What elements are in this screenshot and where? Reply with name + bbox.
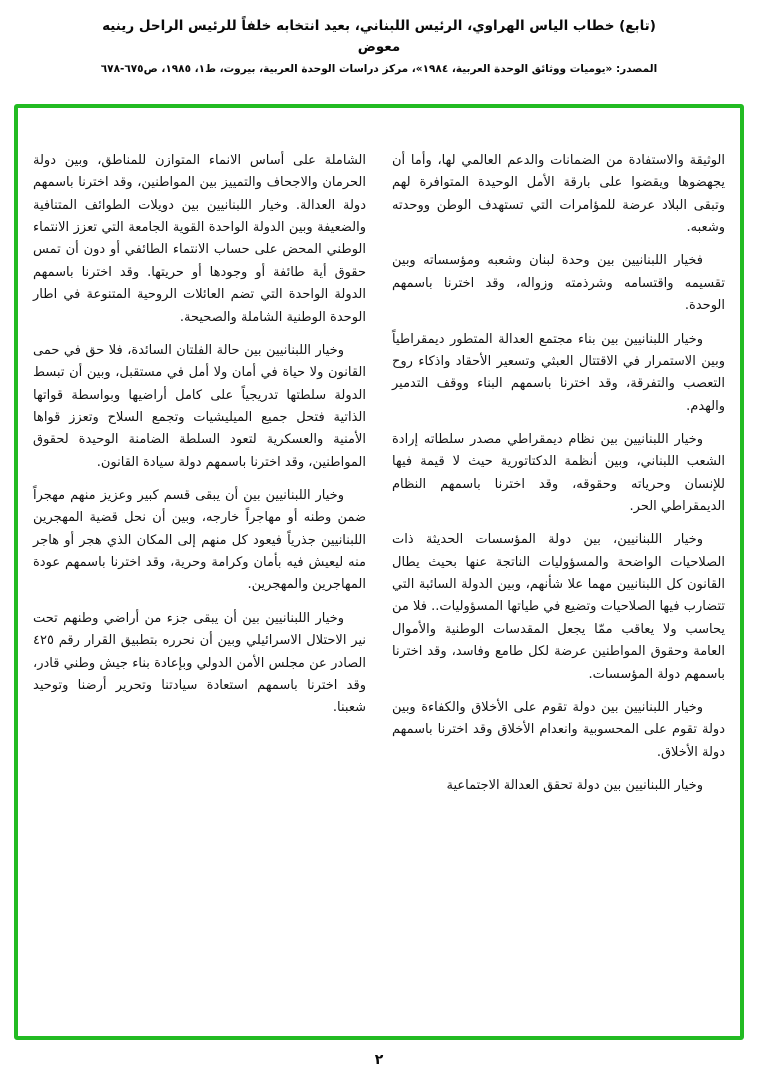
document-title: (تابع) خطاب الياس الهراوي، الرئيس اللبناني، بعيد انتخابه خلفاً للرئيس الراحل رينيه معوض: [102, 18, 656, 55]
paragraph: فخيار اللبنانيين بين وحدة لبنان وشعبه ومؤسساته وبين تقسيمه واقتسامه وشرذمته وزواله، وقد اخترنا باسمهم الوحدة.: [392, 253, 725, 314]
paragraph: وخيار اللبنانيين بين دولة تقوم على الأخلاق والكفاءة وبين دولة تقوم على المحسوبية وانعدام الأخلاق وقد اخترنا باسمهم دولة الأخلاق.: [392, 699, 725, 760]
paragraph: وخيار اللبنانيين بين بناء مجتمع العدالة المتطور ديمقراطياً وبين الاستمرار في الاقتتال العبثي وتسعير الأحقاد واذكاء روح التعصب والتفرقة، وقد اخترنا باسمهم البناء ووقف التدمير والهدم.: [392, 331, 725, 414]
paragraph: وخيار اللبنانيين، بين دولة المؤسسات الحديثة ذات الصلاحيات الواضحة والمسؤوليات الناتجة عنها بحيث يطال القانون كل اللبنانيين مهما علا شأنهم، وبين الدولة السائبة التي تتضارب فيها الصلاحيات وتضيع في طياتها المسؤوليات.. فلا من يحاسب ولا يعاقب ممّا يجعل المقدسات الوطنية والأموال العامة وحقوق المواطنين عرضة لكل طامع وفاسد، وقد اخترنا باسمهم دولة المؤسسات.: [392, 532, 725, 682]
two-column-layout: [33, 150, 725, 1018]
left-text-column: [33, 150, 366, 1018]
paragraph: وخيار اللبنانيين بين أن يبقى قسم كبير وعزيز منهم مهجراً ضمن وطنه أو مهاجراً خارجه، وبين أن نحل قضية المهجرين اللبنانيين جذرياً فيعود كل منهم إلى المكان الذي هجر أو هاجر منه ليعيش فيه بأمان وكرامة وحرية، وقد اخترنا باسمهم عودة المهاجرين والمهجرين.: [33, 488, 366, 593]
green-content-frame: [14, 104, 744, 1040]
right-text-column: [392, 150, 725, 1018]
paragraph: وخيار اللبنانيين بين نظام ديمقراطي مصدر سلطاته إرادة الشعب اللبناني، وبين أنظمة الدكتاتورية حيث لا قيمة فيها للإنسان وحرياته وحقوقه، وقد اخترنا باسمهم النظام الديمقراطي الحر.: [392, 431, 725, 515]
page-header: [0, 0, 758, 75]
paragraph: الوثيقة والاستفادة من الضمانات والدعم العالمي لها، وأما أن يجهضوها ويقضوا على بارقة الأمل الوحيدة المتوافرة لهم وتبقى البلاد عرضة للمؤامرات التي تستهدف الوطن ووحدته وشعبه.: [392, 153, 725, 236]
paragraph: وخيار اللبنانيين بين أن يبقى جزء من أراضي وطنهم تحت نير الاحتلال الاسرائيلي وبين أن نحرره بتطبيق القرار رقم ٤٢٥ الصادر عن مجلس الأمن الدولي وبإعادة بناء جيش وطني قادر، وقد اخترنا باسمهم استعادة سيادتنا وتحرير أرضنا وتوحيد شعبنا.: [33, 610, 366, 716]
paragraph: وخيار اللبنانيين بين حالة الفلتان السائدة، فلا حق في حمى القانون ولا حياة في أمان ولا أمل في مستقبل، وبين أن تبسط الدولة سلطتها تدريجياً على كامل أراضيها وبواسطة قواتها الذاتية فتحل جميع الميليشيات وتجمع السلاح وتعزز قواها الأمنية والعسكرية لتعود السلطة الضامنة الوحيدة لحقوق المواطنين، وقد اخترنا باسمهم دولة سيادة القانون.: [33, 342, 366, 470]
paragraph: الشاملة على أساس الانماء المتوازن للمناطق، وبين دولة الحرمان والاجحاف والتمييز بين المواطنين، وقد اخترنا باسمهم دولة العدالة. وخيار اللبنانيين بين دويلات الطوائف المتنافية والضعيفة وبين الدولة الواحدة القوية الجامعة التي تعزز الانتماء الوطني المحض على حساب الانتماء الطائفي أو دون أن تمس حقوق أية طائفة أو وجودها أو حريتها. وقد اخترنا باسمهم الدولة الواحدة التي تضم العائلات الروحية المتنوعة في اطار الوحدة الوطنية الشاملة والصحيحة.: [33, 153, 366, 325]
source-citation: المصدر: «يوميات ووثائق الوحدة العربية، ١٩٨٤»، مركز دراسات الوحدة العربية، بيروت، ط١، ١٩٨٥، ص٦٧٥-٦٧٨: [100, 62, 658, 75]
page-number: ٢: [374, 1052, 384, 1068]
paragraph: وخيار اللبنانيين بين دولة تحقق العدالة الاجتماعية: [446, 777, 703, 793]
